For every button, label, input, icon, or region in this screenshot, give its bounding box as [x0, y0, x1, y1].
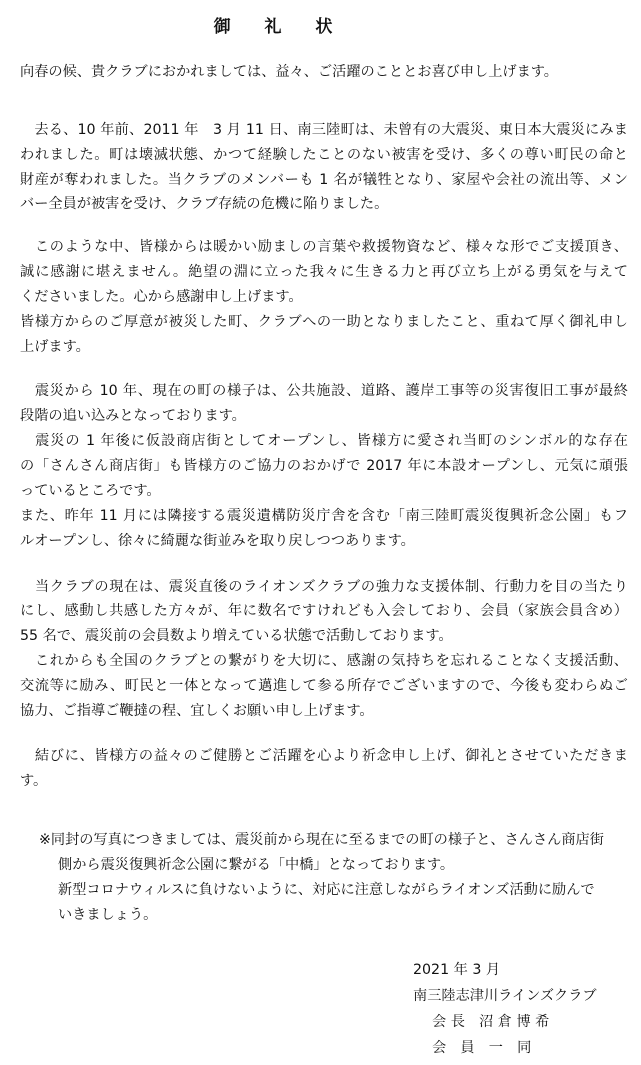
text-line: す。 [20, 773, 48, 789]
text-line: にし、感動し共感した方々が、年に数名ですけれども入会しており、会員（家族会員含め） [20, 603, 628, 619]
text-line: 誠に感謝に堪えません。絶望の淵に立った我々に生きる力と再び立ち上がる勇気を与えて [20, 264, 628, 280]
postscript-line: ※同封の写真につきましては、震災前から現在に至るまでの町の様子と、さんさん商店街 [39, 832, 604, 848]
text-line: われました。町は壊滅状態、かつて経験したことのない被害を受け、多くの尊い町民の命と [20, 147, 628, 163]
text-line: 交流等に励み、町民と一体となって邁進して参る所存でございますので、今後も変わらぬご [20, 678, 628, 694]
text-line: 当クラブの現在は、震災直後のライオンズクラブの強力な支援体制、行動力を目の当たり [20, 579, 628, 595]
text-line: このような中、皆様からは暖かい励ましの言葉や救援物資など、様々な形でご支援頂き、 [20, 239, 628, 255]
text-line: これからも全国のクラブとの繋がりを大切に、感謝の気持ちを忘れることなく支援活動、 [20, 653, 628, 669]
postscript-line: いきましょう。 [58, 907, 158, 923]
postscript-line: 側から震災復興祈念公園に繋がる「中橋」となっております。 [58, 857, 455, 873]
text-line: バー全員が被害を受け、クラブ存続の危機に陥りました。 [20, 196, 389, 212]
text-line: の「さんさん商店街」も皆様方のご協力のおかげで 2017 年に本設オープンし、元気に頑張 [20, 458, 628, 474]
postscript-line: 新型コロナウィルスに負けないように、対応に注意しながらライオンズ活動に励んで [58, 882, 595, 898]
text-line: 55 名で、震災前の会員数より増えている状態で活動しております。 [20, 628, 453, 644]
text-line: 震災の 1 年後に仮設商店街としてオープンし、皆様方に愛され当町のシンボル的な存在 [20, 433, 628, 449]
text-line: 震災から 10 年、現在の町の様子は、公共施設、道路、護岸工事等の災害復旧工事が最終 [20, 383, 628, 399]
text-line: 協力、ご指導ご鞭撻の程、宜しくお願い申し上げます。 [20, 703, 374, 719]
text-line: 結びに、皆様方の益々のご健勝とご活躍を心より祈念申し上げ、御礼とさせていただきま [20, 748, 628, 764]
signature-club: 南三陸志津川ラインズクラブ [413, 988, 597, 1004]
text-line: 去る、10 年前、2011 年 3 月 11 日、南三陸町は、未曾有の大震災、東日本大震災にみま [20, 122, 628, 138]
text-line: 段階の追い込みとなっております。 [20, 408, 246, 424]
signature-members: 会 員 一 同 [432, 1040, 532, 1056]
text-line: 向春の候、貴クラブにおかれましては、益々、ご活躍のこととお喜び申し上げます。 [20, 64, 558, 80]
text-line: くださいました。心から感謝申し上げます。 [20, 289, 303, 305]
text-line: 財産が奪われました。当クラブのメンバーも 1 名が犠牲となり、家屋や会社の流出等、メン [20, 172, 628, 188]
text-line: 上げます。 [20, 339, 90, 355]
text-line: 皆様方からのご厚意が被災した町、クラブへの一助となりましたこと、重ねて厚く御礼申し [20, 314, 628, 330]
signature-date: 2021 年 3 月 [413, 962, 501, 978]
text-line: っているところです。 [20, 483, 161, 499]
text-line: ルオープンし、徐々に綺麗な街並みを取り戻しつつあります。 [20, 533, 415, 549]
letter-title: 御 礼 状 [213, 17, 347, 37]
signature-president: 会 長 沼 倉 博 希 [432, 1014, 550, 1030]
text-line: また、昨年 11 月には隣接する震災遺構防災庁舎を含む「南三陸町震災復興祈念公園」もフ [20, 508, 628, 524]
